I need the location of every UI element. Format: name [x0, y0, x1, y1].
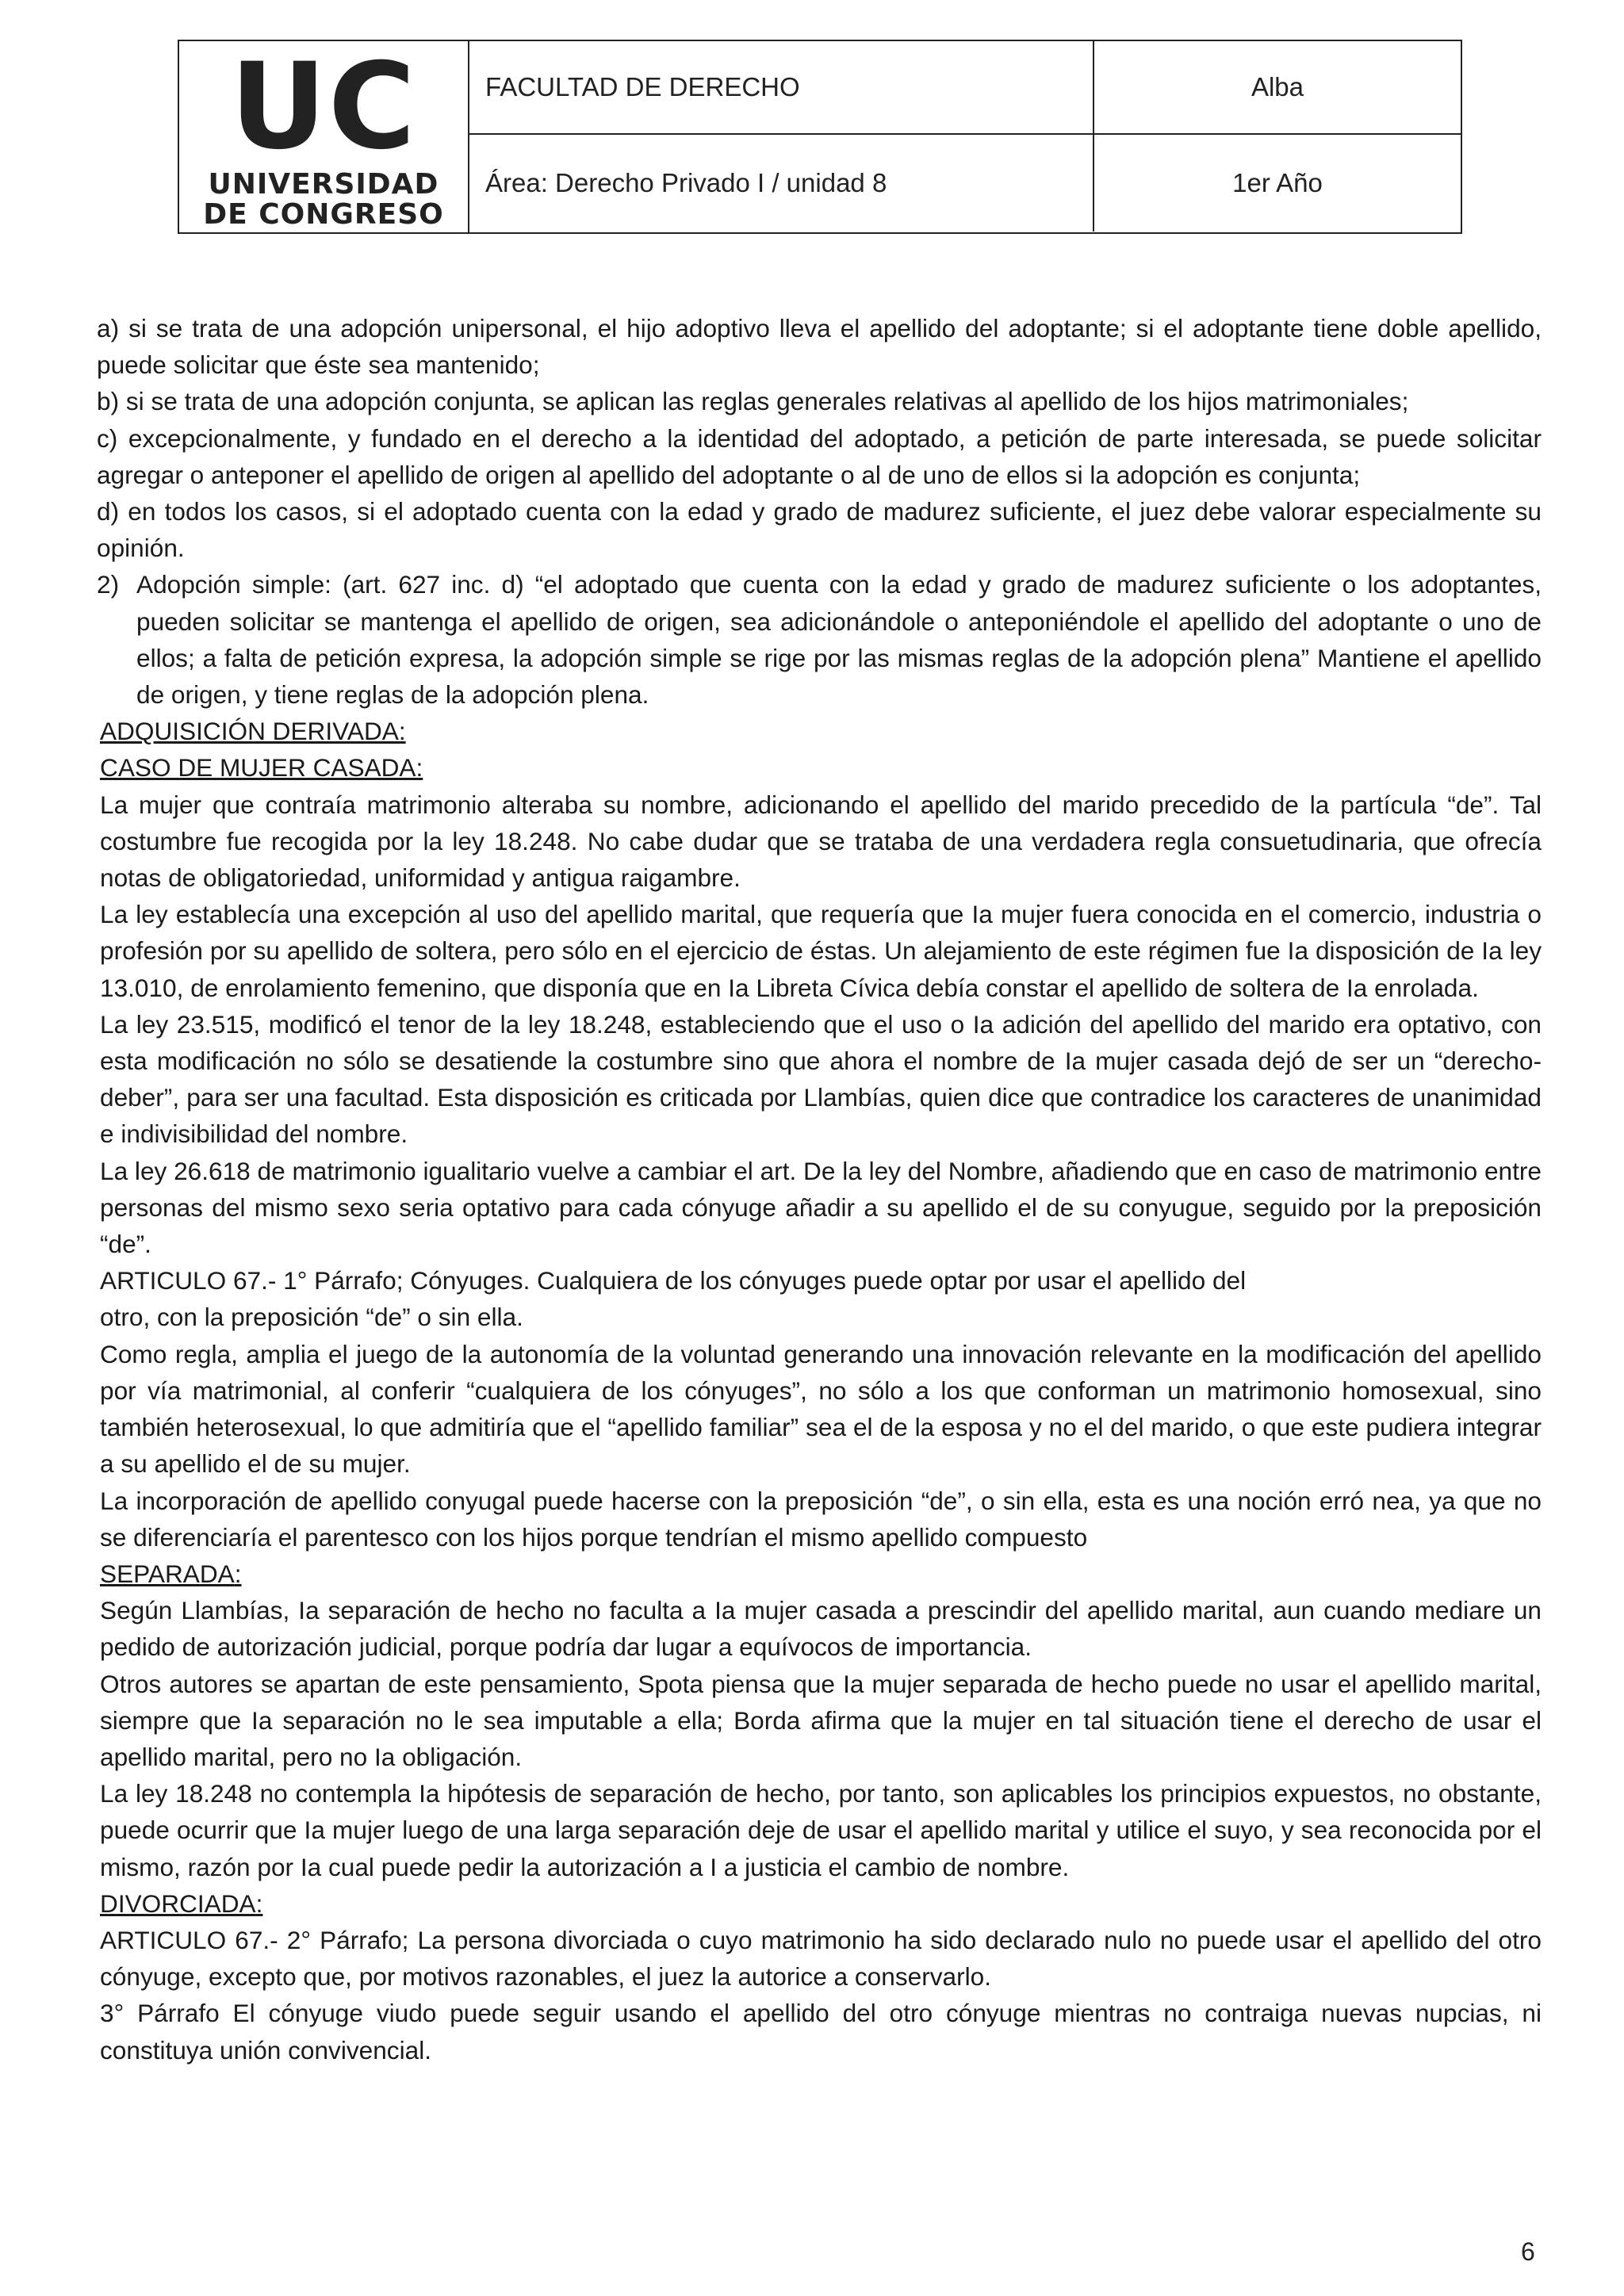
area-label: Área: Derecho Privado I / unidad 8 — [485, 168, 887, 197]
page-number: 6 — [1521, 2237, 1535, 2266]
paragraph-separada-2: Otros autores se apartan de este pensamiento, Spota piensa que Ia mujer separada de hecho puede no usar el apellido marital, siempre que Ia separación no le sea imputable a ella; Borda afirma que la mujer en tal situación tiene el derecho de usar el apellido marital, pero no Ia obligación. — [100, 1669, 1542, 1771]
year-cell — [1093, 135, 1461, 232]
faculty-cell — [469, 41, 1093, 135]
paragraph-separada-3: La ley 18.248 no contempla Ia hipótesis de separación de hecho, por tanto, son aplicables los principios expuestos, no obstante, puede ocurrir que Ia mujer luego de una larga separación deje de usar el apellido marital y utilice el suyo, y sea reconocida por el mismo, razón por Ia cual puede pedir la autorización a I a justicia el cambio de nombre. — [100, 1779, 1542, 1881]
paragraph-casada-4: La ley 26.618 de matrimonio igualitario vuelve a cambiar el art. De la ley del Nombre, añadiendo que en caso de matrimonio entre personas del mismo sexo seria optativo para cada cónyuge añadir a su apellido el de su conyugue, seguido por la preposición “de”. — [100, 1156, 1542, 1259]
paragraph-casada-5: Como regla, amplia el juego de la autonomía de la voluntad generando una innovación relevante en la modificación del apellido por vía matrimonial, al conferir “cualquiera de los cónyuges”, no sólo a los que conforman un matrimonio homosexual, sino también heterosexual, lo que admitiría que el “apellido familiar” sea el de la esposa y no el del marido, o que este pudiera integrar a su apellido el de su mujer. — [100, 1339, 1542, 1479]
list-item-text: Adopción simple: (art. 627 inc. d) “el adoptado que cuenta con la edad y grado de madurez suficiente o los adoptantes, pueden solicitar se mantenga el apellido de origen, sea adicionándole o anteponiéndole el apellido del adoptante o uno de ellos; a falta de petición expresa, la adopción simple se rige por las mismas reglas de la adopción plena” Mantiene el apellido de origen, y tiene reglas de la adopción plena. — [136, 570, 1542, 710]
area-cell — [469, 135, 1093, 232]
paragraph-a: a) si se trata de una adopción unipersonal, el hijo adoptivo lleva el apellido del adoptante; si el adoptante tiene doble apellido, puede solicitar que éste sea mantenido; — [97, 314, 1542, 380]
heading-divorciada-colon: : — [255, 1888, 263, 1918]
paragraph-d: d) en todos los casos, si el adoptado cuenta con la edad y grado de madurez suficiente, el juez debe valorar especialmente su opinión. — [97, 497, 1542, 563]
heading-separada-colon: : — [234, 1559, 242, 1588]
list-item-2 — [97, 566, 1542, 713]
university-logo — [179, 38, 469, 232]
heading-adquisicion-derivada: ADQUISICIÓN DERIVADA: — [100, 717, 406, 746]
paragraph-c: c) excepcionalmente, y fundado en el derecho a la identidad del adoptado, a petición de parte interesada, se puede solicitar agregar o anteponer el apellido de origen al apellido del adoptante o al de uno de ellos si la adopción es conjunta; — [97, 423, 1542, 489]
heading-separada-text: SEPARADA — [100, 1559, 235, 1588]
paragraph-separada-1: Según Llambías, Ia separación de hecho no faculta a Ia mujer casada a prescindir del apellido marital, aun cuando mediare un pedido de autorización judicial, porque podría dar lugar a equívocos de importancia. — [100, 1596, 1542, 1662]
article-67-line-2: otro, con la preposición “de” o sin ella. — [100, 1303, 523, 1332]
heading-separada — [97, 1556, 1542, 1592]
document-header — [178, 40, 1462, 234]
logo-mark: UC — [230, 38, 417, 176]
document-body — [97, 310, 1542, 2068]
logo-line-1: UNIVERSIDAD — [208, 168, 439, 201]
heading-divorciada-text: DIVORCIADA — [100, 1888, 256, 1918]
student-cell — [1093, 41, 1461, 135]
paragraph-divorciada-2: 3° Párrafo El cónyuge viudo puede seguir usando el apellido del otro cónyuge mientras no contraiga nuevas nupcias, ni constituya unión convivencial. — [100, 1999, 1542, 2064]
paragraph-casada-2: La ley establecía una excepción al uso del apellido marital, que requería que Ia mujer fuera conocida en el comercio, industria o profesión por su apellido de soltera, pero sólo en el ejercicio de éstas. Un alejamiento de este régimen fue Ia disposición de Ia ley 13.010, de enrolamiento femenino, que disponía que en Ia Libreta Cívica debía constar el apellido de soltera de Ia enrolada. — [100, 900, 1542, 1002]
article-67-line-1: ARTICULO 67.- 1° Párrafo; Cónyuges. Cualquiera de los cónyuges puede optar por usar el apellido del — [100, 1266, 1247, 1295]
faculty-label: FACULTAD DE DERECHO — [485, 72, 800, 101]
logo-line-2: DE CONGRESO — [203, 198, 444, 231]
paragraph-casada-1: La mujer que contraía matrimonio alteraba su nombre, adicionando el apellido del marido precedido de la partícula “de”. Tal costumbre fue recogida por la ley 18.248. No cabe dudar que se trataba de una verdadera regla consuetudinaria, que ofrecía notas de obligatoriedad, uniformidad y antigua raigambre. — [100, 790, 1542, 893]
heading-mujer-casada: CASO DE MUJER CASADA: — [100, 753, 423, 783]
paragraph-casada-3: La ley 23.515, modificó el tenor de la ley 18.248, estableciendo que el uso o Ia adición del apellido del marido era optativo, con esta modificación no sólo se desatiende la costumbre sino que ahora el nombre de Ia mujer casada dejó de ser un “derecho-deber”, para ser una facultad. Esta disposición es criticada por Llambías, quien dice que contradice los caracteres de unanimidad e indivisibilidad del nombre. — [100, 1009, 1542, 1149]
heading-divorciada — [97, 1885, 1542, 1922]
paragraph-b: b) si se trata de una adopción conjunta, se aplican las reglas generales relativas al apellido de los hijos matrimoniales; — [97, 387, 1409, 416]
paragraph-casada-6: La incorporación de apellido conyugal puede hacerse con la preposición “de”, o sin ella, esta es una noción erró nea, ya que no se diferenciaría el parentesco con los hijos porque tendrían el mismo apellido compuesto — [100, 1486, 1542, 1552]
list-number: 2) — [97, 570, 120, 599]
paragraph-divorciada-1: ARTICULO 67.- 2° Párrafo; La persona divorciada o cuyo matrimonio ha sido declarado nulo no puede usar el apellido del otro cónyuge, excepto que, por motivos razonables, el juez la autorice a conservarlo. — [100, 1925, 1542, 1992]
year-label: 1er Año — [1232, 168, 1323, 197]
student-name: Alba — [1251, 72, 1304, 101]
